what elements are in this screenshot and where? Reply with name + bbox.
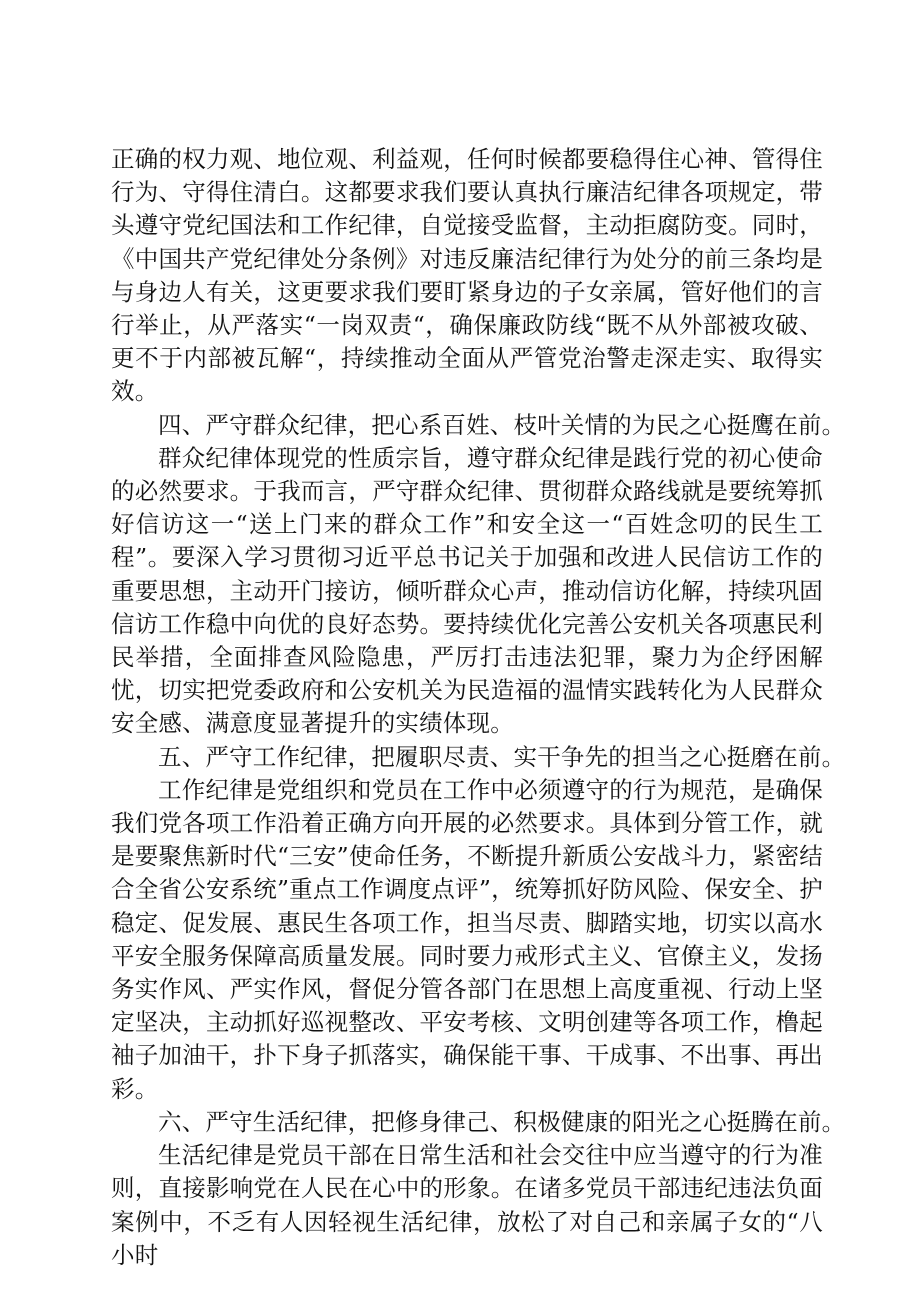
section-heading-work-discipline: 五、严守工作纪律，把履职尽责、实干争先的担当之心挺磨在前。 xyxy=(158,742,846,771)
section-heading-life-discipline: 六、严守生活纪律，把修身律己、积极健康的阳光之心挺腾在前。 xyxy=(158,1107,846,1136)
section-heading-mass-discipline: 四、严守群众纪律，把心系百姓、枝叶关情的为民之心挺鹰在前。 xyxy=(158,410,846,439)
body-paragraph-life-discipline: 生活纪律是党员干部在日常生活和社会交往中应当遵守的行为准则，直接影响党在人民在心中的形象。在诸多党员干部违纪违法负面案例中，不乏有人因轻视生活纪律，放松了对自己和亲属子女的“八小时 xyxy=(111,1141,823,1269)
body-paragraph-integrity-continuation: 正确的权力观、地位观、利益观，任何时候都要稳得住心神、管得住行为、守得住清白。这都要求我们要认真执行廉洁纪律各项规定，带头遵守党纪国法和工作纪律，自觉接受监督，主动拒腐防变。同时，《中国共产党纪律处分条例》对违反廉洁纪律行为处分的前三条均是与身边人有关，这更要求我们要盯紧身边的子女亲属，管好他们的言行举止，从严落实“一岗双责“，确保廉政防线“既不从外部被攻破、更不于内部被瓦解“，持续推动全面从严管党治警走深走实、取得实效。 xyxy=(111,145,823,406)
body-paragraph-mass-discipline: 群众纪律体现党的性质宗旨，遵守群众纪律是践行党的初心使命的必然要求。于我而言，严守群众纪律、贯彻群众路线就是要统筹抓好信访这一“送上门来的群众工作”和安全这一“百姓念叨的民生工程”。要深入学习贯彻习近平总书记关于加强和改进人民信访工作的重要思想，主动开门接访，倾听群众心声，推动信访化解，持续巩固信访工作稳中向优的良好态势。要持续优化完善公安机关各项惠民利民举措，全面排查风险隐患，严厉打击违法犯罪，聚力为企纾困解忧，切实把党委政府和公安机关为民造福的温情实践转化为人民群众安全感、满意度显著提升的实绩体现。 xyxy=(111,443,823,738)
body-paragraph-work-discipline: 工作纪律是党组织和党员在工作中必须遵守的行为规范，是确保我们党各项工作沿着正确方向开展的必然要求。具体到分管工作，就是要聚焦新时代“三安”使命任务，不断提升新质公安战斗力，紧密结合全省公安系统”重点工作调度点评”，统筹抓好防风险、保安全、护稳定、促发展、惠民生各项工作，担当尽责、脚踏实地，切实以高水平安全服务保障高质量发展。同时要力戒形式主义、官僚主义，发扬务实作风、严实作风，督促分管各部门在思想上高度重视、行动上坚定坚决，主动抓好巡视整改、平安考核、文明创建等各项工作，橹起袖子加油干，扑下身子抓落实，确保能干事、干成事、不出事、再出彩。 xyxy=(111,775,823,1103)
document-page xyxy=(111,143,846,1272)
